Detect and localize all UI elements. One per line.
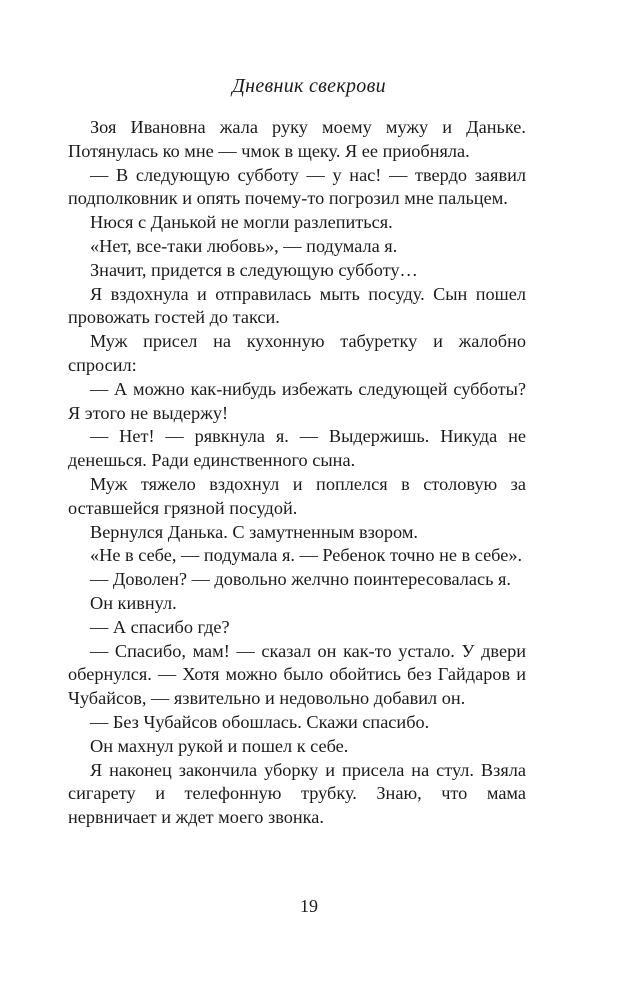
paragraph: «Не в себе, — подумала я. — Ребенок точно не в себе». — [90, 545, 523, 566]
paragraph: — Доволен? — довольно желчно поинтересовалась я. — [90, 569, 512, 590]
paragraph: Муж присел на кухонную табуретку и жалобно спросил: — [68, 331, 526, 375]
paragraph: — Нет! — рявкнула я. — Выдержишь. Никуда не денешься. Ради единственного сына. — [68, 426, 526, 471]
paragraph: Я наконец закончила уборку и присела на стул. Взяла сигарету и телефонную трубку. Знаю, что мама нервничает и ждет моего звонка. — [68, 759, 526, 828]
paragraph: — Без Чубайсов обошлась. Скажи спасибо. — [90, 711, 430, 732]
paragraph: Значит, придется в следующую субботу… — [90, 259, 418, 280]
paragraph: Нюся с Данькой не могли разлепиться. — [90, 212, 393, 233]
paragraph: — В следующую субботу — у нас! — твердо заявил подполковник и опять почему-то погрозил мне пальцем. — [68, 164, 526, 209]
paragraph: — Спасибо, мам! — сказал он как-то устало. У двери обернулся. — Хотя можно было обойтись без Гайдаров и Чубайсов, — язвительно и недовольно добавил он. — [68, 640, 526, 709]
paragraph: Я вздохнула и отправилась мыть посуду. Сын пошел провожать гостей до такси. — [68, 283, 526, 328]
paragraph: Муж тяжело вздохнул и поплелся в столовую за оставшейся грязной посудой. — [68, 473, 526, 518]
paragraph: Он кивнул. — [90, 592, 177, 613]
paragraph: — А спасибо где? — [90, 616, 230, 637]
running-title: Дневник свекрови — [232, 75, 386, 97]
body-text — [68, 116, 526, 830]
paragraph: «Нет, все-таки любовь», — подумала я. — [90, 235, 398, 256]
paragraph: Вернулся Данька. С замутненным взором. — [90, 521, 418, 542]
page-number: 19 — [300, 896, 318, 916]
paragraph: — А можно как-нибудь избежать следующей субботы? Я этого не выдержу! — [68, 378, 526, 423]
paragraph: Он махнул рукой и пошел к себе. — [90, 735, 349, 756]
paragraph: Зоя Ивановна жала руку моему мужу и Даньке. Потянулась ко мне — чмок в щеку. Я ее приобняла. — [68, 117, 526, 161]
